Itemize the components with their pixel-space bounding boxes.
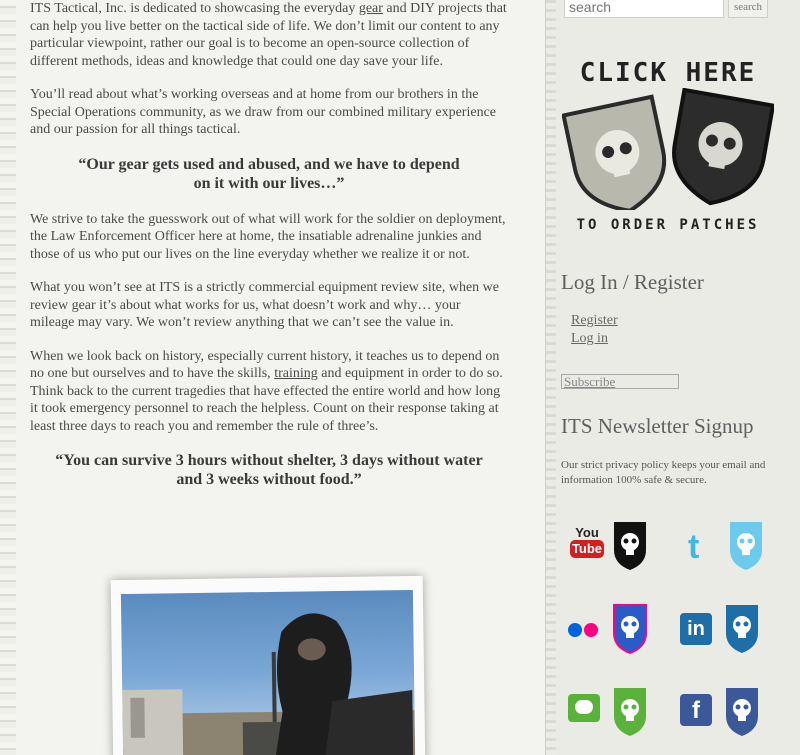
main-content	[16, 0, 546, 755]
linkedin-icon: in	[680, 613, 712, 645]
intro-text-a: ITS Tactical, Inc. is dedicated to showcasing the everyday	[30, 1, 359, 16]
friendfeed-social-link[interactable]	[568, 686, 648, 742]
article-photo-frame	[111, 576, 426, 755]
search-input[interactable]	[564, 0, 724, 18]
pull-quote-gear: “Our gear gets used and abused, and we have to depend on it with our lives…”	[78, 155, 460, 192]
sidebar-divider-texture	[546, 0, 556, 755]
paragraph-special-ops: You’ll read about what’s working overseas and at home from our brothers in the Special Operations community, as we draw from our combined military experience and our passion for all things tactical.	[30, 87, 496, 137]
its-shield-icon	[728, 520, 764, 572]
youtube-icon: You Tube	[571, 525, 603, 556]
training-link[interactable]: training	[274, 366, 318, 381]
facebook-social-link[interactable]	[680, 686, 760, 742]
order-patches-banner[interactable]	[562, 58, 774, 244]
intro-text-b: and DIY projects that can help you live better on the tactical side of life. We don’t limit our content to any particular viewpoint, rather our goal is to become an open-source collection of different methods, ideas and knowledge that could one day save your life.	[30, 1, 507, 69]
paragraph-history	[30, 348, 508, 436]
flickr-icon	[568, 623, 604, 637]
facebook-icon: f	[680, 694, 712, 726]
newsletter-heading: ITS Newsletter Signup	[561, 414, 754, 438]
page-edge-texture	[0, 0, 16, 755]
patches-illustration	[562, 88, 774, 210]
paragraph-strive: We strive to take the guesswork out of what will work for the soldier on deployment, the Law Enforcement Officer here at home, the insatiable adrenaline junkies and those of us who put our lives on the line everyday whether we realize it or not.	[30, 211, 506, 262]
soldier-photo-illustration	[121, 590, 415, 755]
login-link[interactable]: Log in	[571, 331, 608, 346]
its-shield-icon	[724, 686, 760, 738]
flickr-social-link[interactable]	[568, 603, 648, 659]
history-text-a: When we look back on history, especially current history, it teaches us to depend on no one but ourselves and to have the skills,	[30, 348, 500, 381]
gear-link[interactable]: gear	[358, 1, 383, 16]
click-here-label: CLICK HERE	[579, 58, 757, 88]
its-shield-icon	[724, 603, 760, 655]
its-shield-icon	[612, 686, 648, 738]
linkedin-social-link[interactable]	[680, 603, 760, 659]
twitter-icon: t	[688, 528, 700, 566]
youtube-social-link[interactable]	[568, 520, 648, 576]
its-shield-icon	[612, 603, 648, 655]
pull-quote-survival: “You can survive 3 hours without shelter, 3 days without water and 3 weeks without food.”	[55, 452, 483, 488]
subscribe-link[interactable]: Subscribe	[561, 374, 679, 389]
sidebar	[556, 0, 800, 755]
history-text-b: and equipment in order to do so. Think back to the current tragedies that have effected the entire world and how long it took emergency personnel to reach the helpless. Count on their response taking at least three days to reach you and remember the rule of three’s.	[30, 366, 503, 434]
order-patches-label: TO ORDER PATCHES	[576, 217, 760, 233]
soldier-photo[interactable]	[121, 590, 415, 755]
register-link[interactable]: Register	[571, 313, 618, 328]
its-shield-icon	[612, 520, 648, 572]
paragraph-intro	[30, 0, 508, 70]
privacy-note: Our strict privacy policy keeps your email and information 100% safe & secure.	[561, 459, 766, 486]
twitter-social-link[interactable]	[684, 520, 764, 576]
paragraph-no-commercial: What you won’t see at ITS is a strictly commercial equipment review site, when we review gear it’s about what works for us, what doesn’t work and why… your mileage may vary. We won’t review anything that we can’t see the value in.	[30, 280, 499, 330]
article-body	[30, 0, 508, 507]
login-heading: Log In / Register	[561, 270, 704, 294]
search-button[interactable]: search	[728, 0, 768, 18]
search-form	[564, 0, 784, 18]
friendfeed-icon	[568, 694, 600, 722]
